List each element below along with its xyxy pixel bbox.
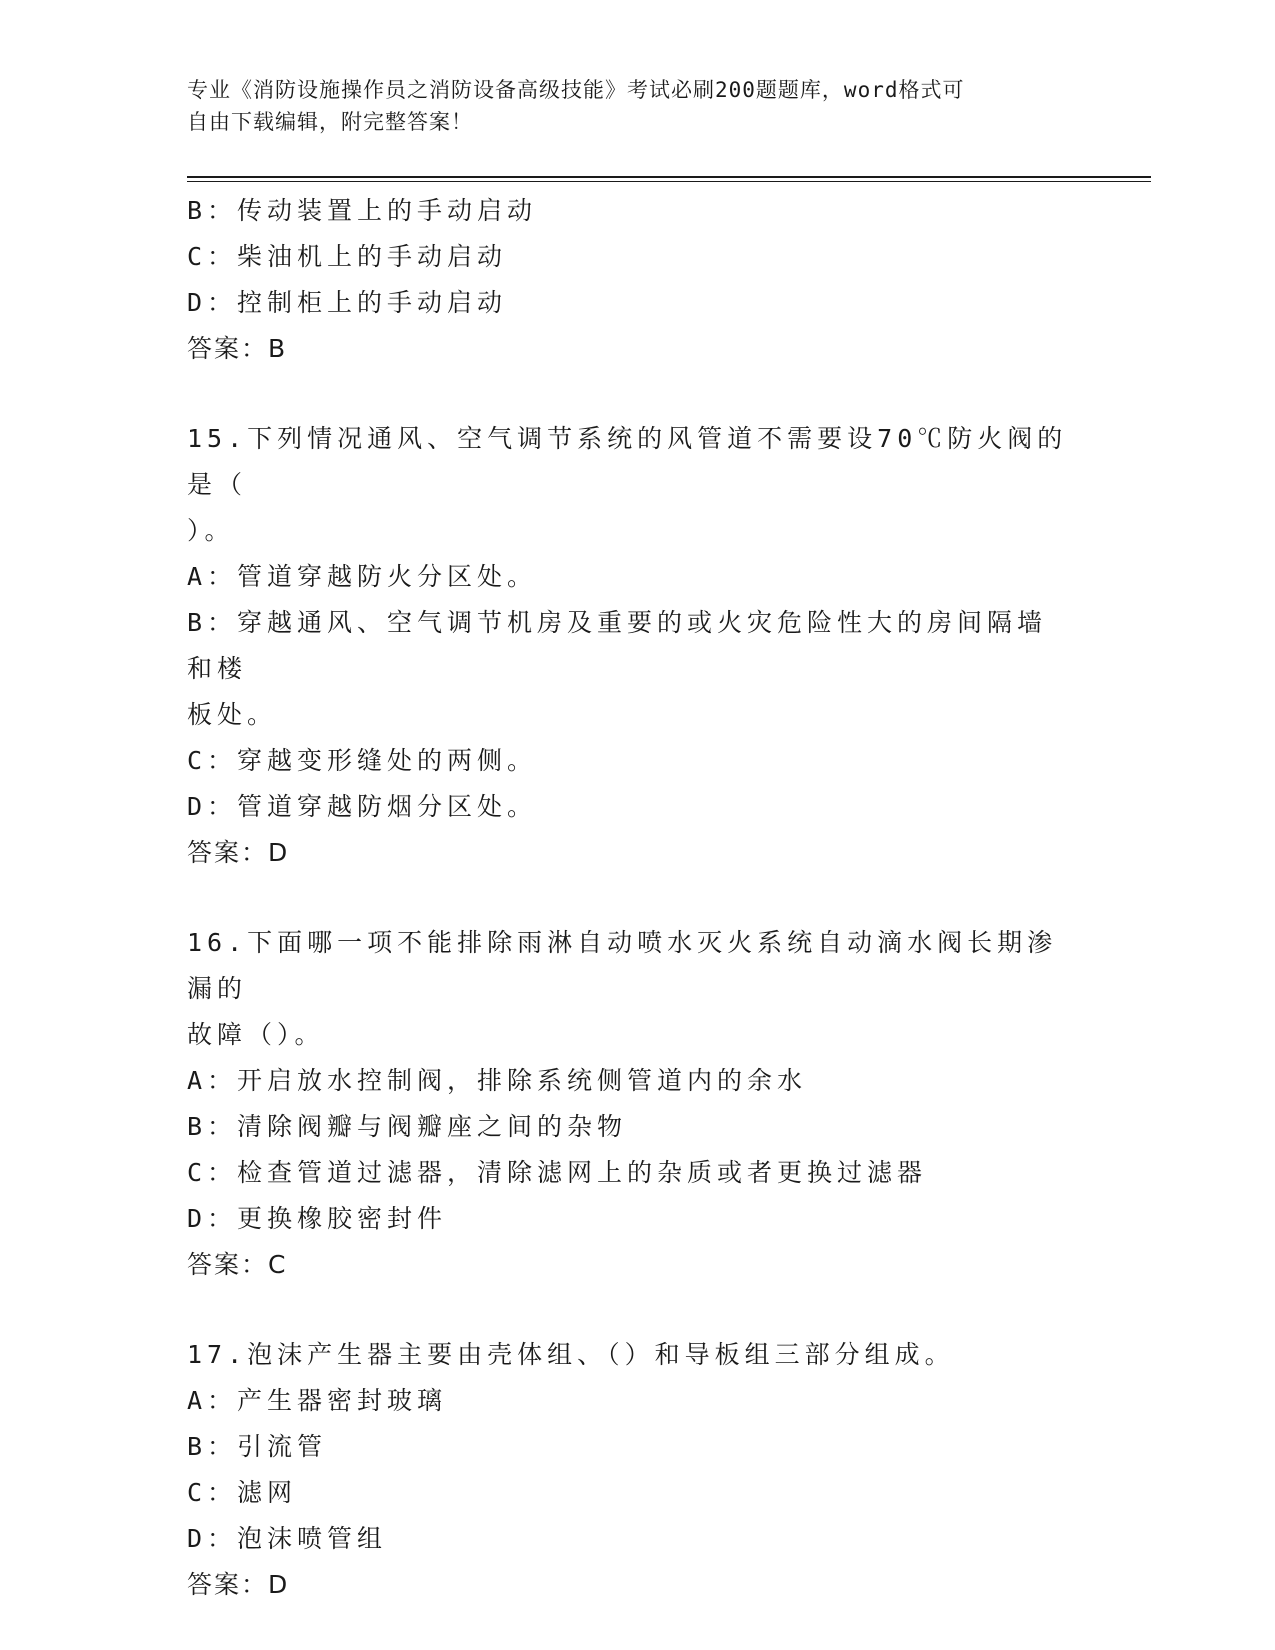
option-c: C：检查管道过滤器，清除滤网上的杂质或者更换过滤器: [187, 1158, 928, 1187]
answer: 答案：C: [187, 1250, 288, 1279]
header-divider-thin: [187, 181, 1151, 182]
question-stem-line-2: 故障（）。: [187, 1020, 325, 1049]
option-b-line-2: 板处。: [187, 700, 278, 729]
header-line-1: 专业《消防设施操作员之消防设备高级技能》考试必刷200题题库，word格式可: [187, 78, 965, 102]
option-a: A：产生器密封玻璃: [187, 1386, 448, 1415]
question-15: [187, 416, 1077, 876]
option-c: C：滤网: [187, 1478, 298, 1507]
option-a: A：开启放水控制阀，排除系统侧管道内的余水: [187, 1066, 808, 1095]
option-c: C：穿越变形缝处的两侧。: [187, 746, 538, 775]
option-c: C：柴油机上的手动启动: [187, 242, 508, 271]
answer: 答案：D: [187, 838, 290, 867]
option-b: B：引流管: [187, 1432, 328, 1461]
document-header: [187, 74, 1067, 138]
option-b-line-1: B：穿越通风、空气调节机房及重要的或火灾危险性大的房间隔墙和楼: [187, 608, 1048, 683]
question-17: [187, 1332, 1077, 1608]
option-b: B：清除阀瓣与阀瓣座之间的杂物: [187, 1112, 628, 1141]
answer: 答案：D: [187, 1570, 290, 1599]
question-14: [187, 188, 1077, 372]
option-d: D：控制柜上的手动启动: [187, 288, 508, 317]
option-a: A：管道穿越防火分区处。: [187, 562, 538, 591]
header-line-2: 自由下载编辑，附完整答案！: [187, 110, 473, 134]
question-list: [187, 188, 1077, 1608]
option-d: D：更换橡胶密封件: [187, 1204, 448, 1233]
question-stem: 17.泡沫产生器主要由壳体组、（）和导板组三部分组成。: [187, 1340, 955, 1369]
question-16: [187, 920, 1077, 1288]
question-stem-line-2: ）。: [187, 516, 235, 545]
option-d: D：管道穿越防烟分区处。: [187, 792, 538, 821]
option-d: D：泡沫喷管组: [187, 1524, 388, 1553]
question-stem-line-1: 15.下列情况通风、空气调节系统的风管道不需要设70℃防火阀的是（: [187, 424, 1068, 499]
question-stem-line-1: 16.下面哪一项不能排除雨淋自动喷水灭火系统自动滴水阀长期渗漏的: [187, 928, 1058, 1003]
header-divider-thick: [187, 176, 1151, 178]
answer: 答案：B: [187, 334, 288, 363]
option-b: B：传动装置上的手动启动: [187, 196, 538, 225]
